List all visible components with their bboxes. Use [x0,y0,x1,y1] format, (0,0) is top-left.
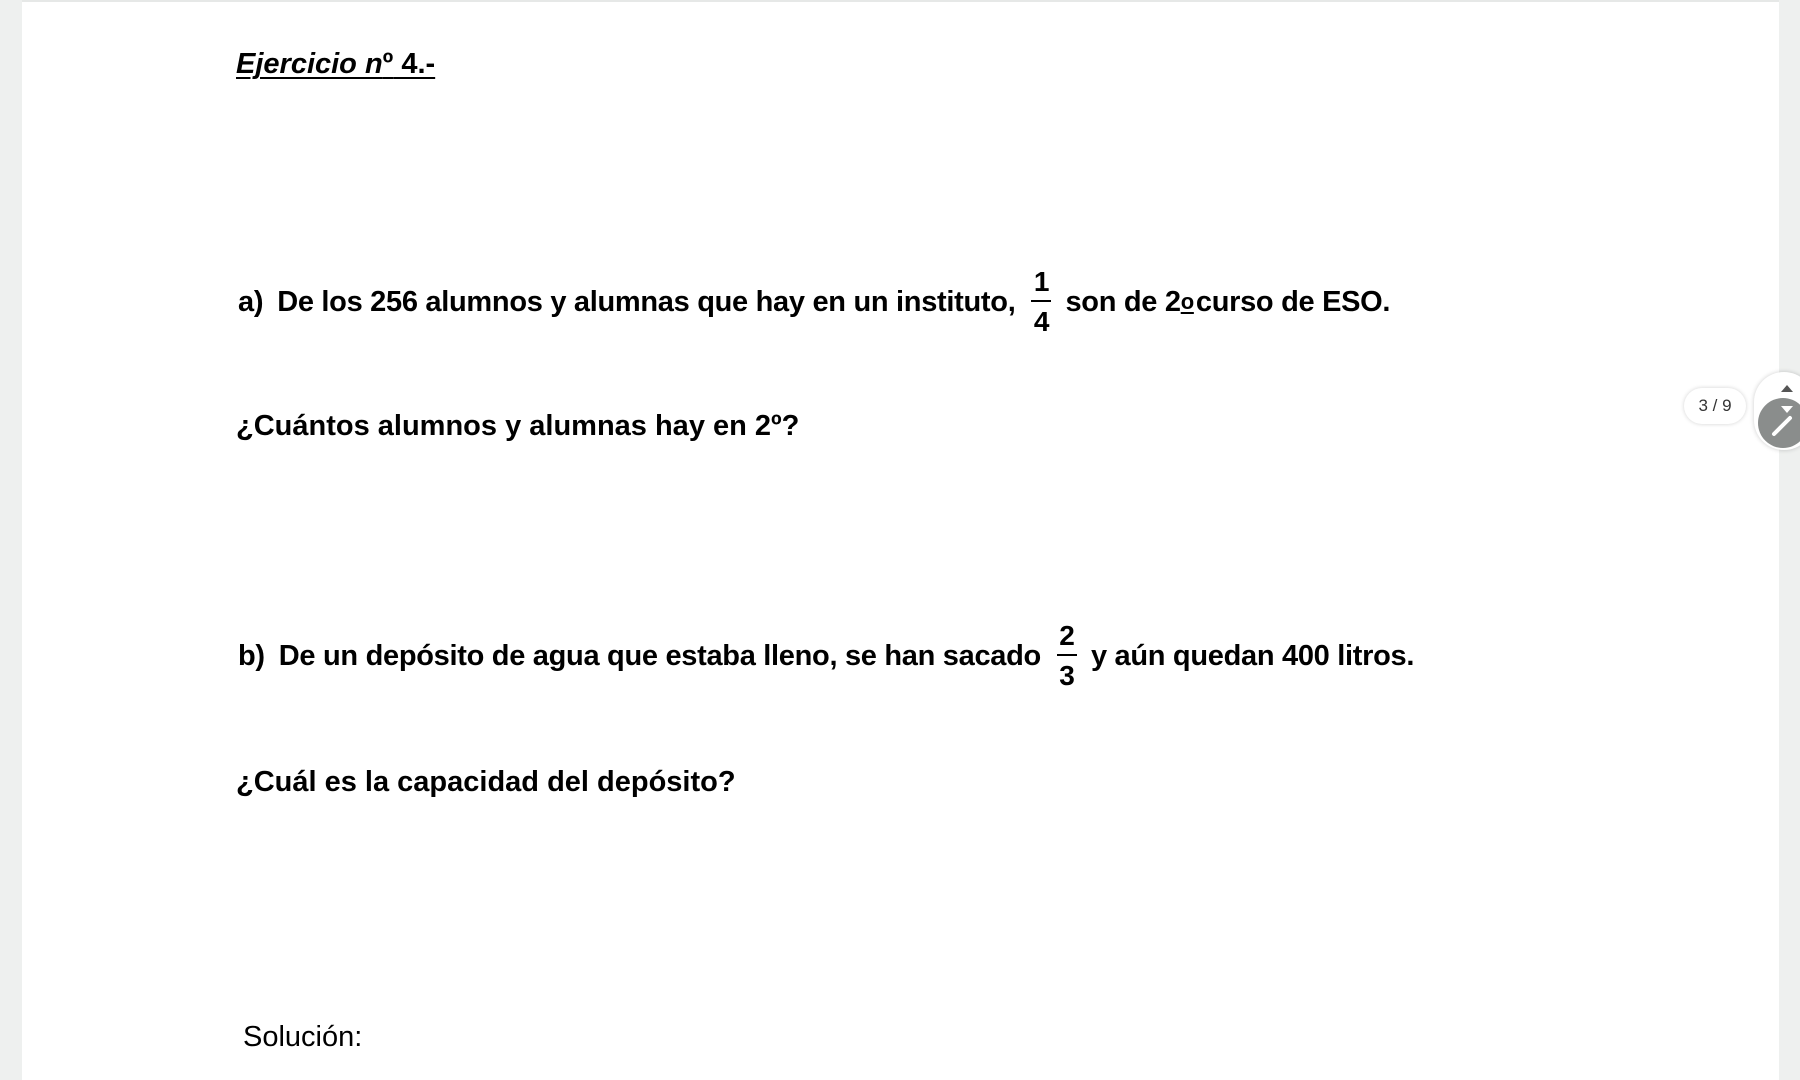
document-page [22,0,1779,1080]
heading-text: Ejercicio n [236,48,383,80]
exercise-a-statement [238,266,1390,338]
exercise-b-text-after: y aún quedan 400 litros. [1090,639,1415,672]
page-counter: 3 / 9 [1684,388,1746,424]
exercise-a-text-after-2: curso de ESO. [1195,285,1391,318]
exercise-b-fraction [1057,622,1077,690]
exercise-a-text-before: De los 256 alumnos y alumnas que hay en un instituto, [277,285,1016,318]
fraction-numerator: 1 [1033,266,1050,297]
heading-ordinal: º [382,48,394,80]
viewer-gutter [1779,0,1800,1080]
exercise-a-text-after-1: son de 2 [1065,285,1181,318]
exercise-b-label: b) [238,639,265,672]
scroll-handle[interactable] [1754,372,1800,450]
exercise-a-question: ¿Cuántos alumnos y alumnas hay en 2º? [236,410,800,442]
exercise-a-ordinal: o [1180,289,1194,314]
exercise-b-question: ¿Cuál es la capacidad del depósito? [236,766,736,798]
solution-label: Solución: [243,1021,363,1053]
scroll-arrows-icon [1754,372,1800,450]
exercise-a-label: a) [238,285,264,318]
heading-number: 4.- [393,48,436,80]
fraction-denominator: 3 [1059,660,1075,691]
exercise-b-text-before: De un depósito de agua que estaba lleno, se han sacado [278,639,1041,672]
exercise-a-fraction [1031,268,1051,336]
fraction-denominator: 4 [1033,306,1050,337]
exercise-b-statement [238,620,1414,692]
fraction-numerator: 2 [1059,620,1075,651]
exercise-heading [236,48,435,81]
page-top-border [22,0,1779,2]
